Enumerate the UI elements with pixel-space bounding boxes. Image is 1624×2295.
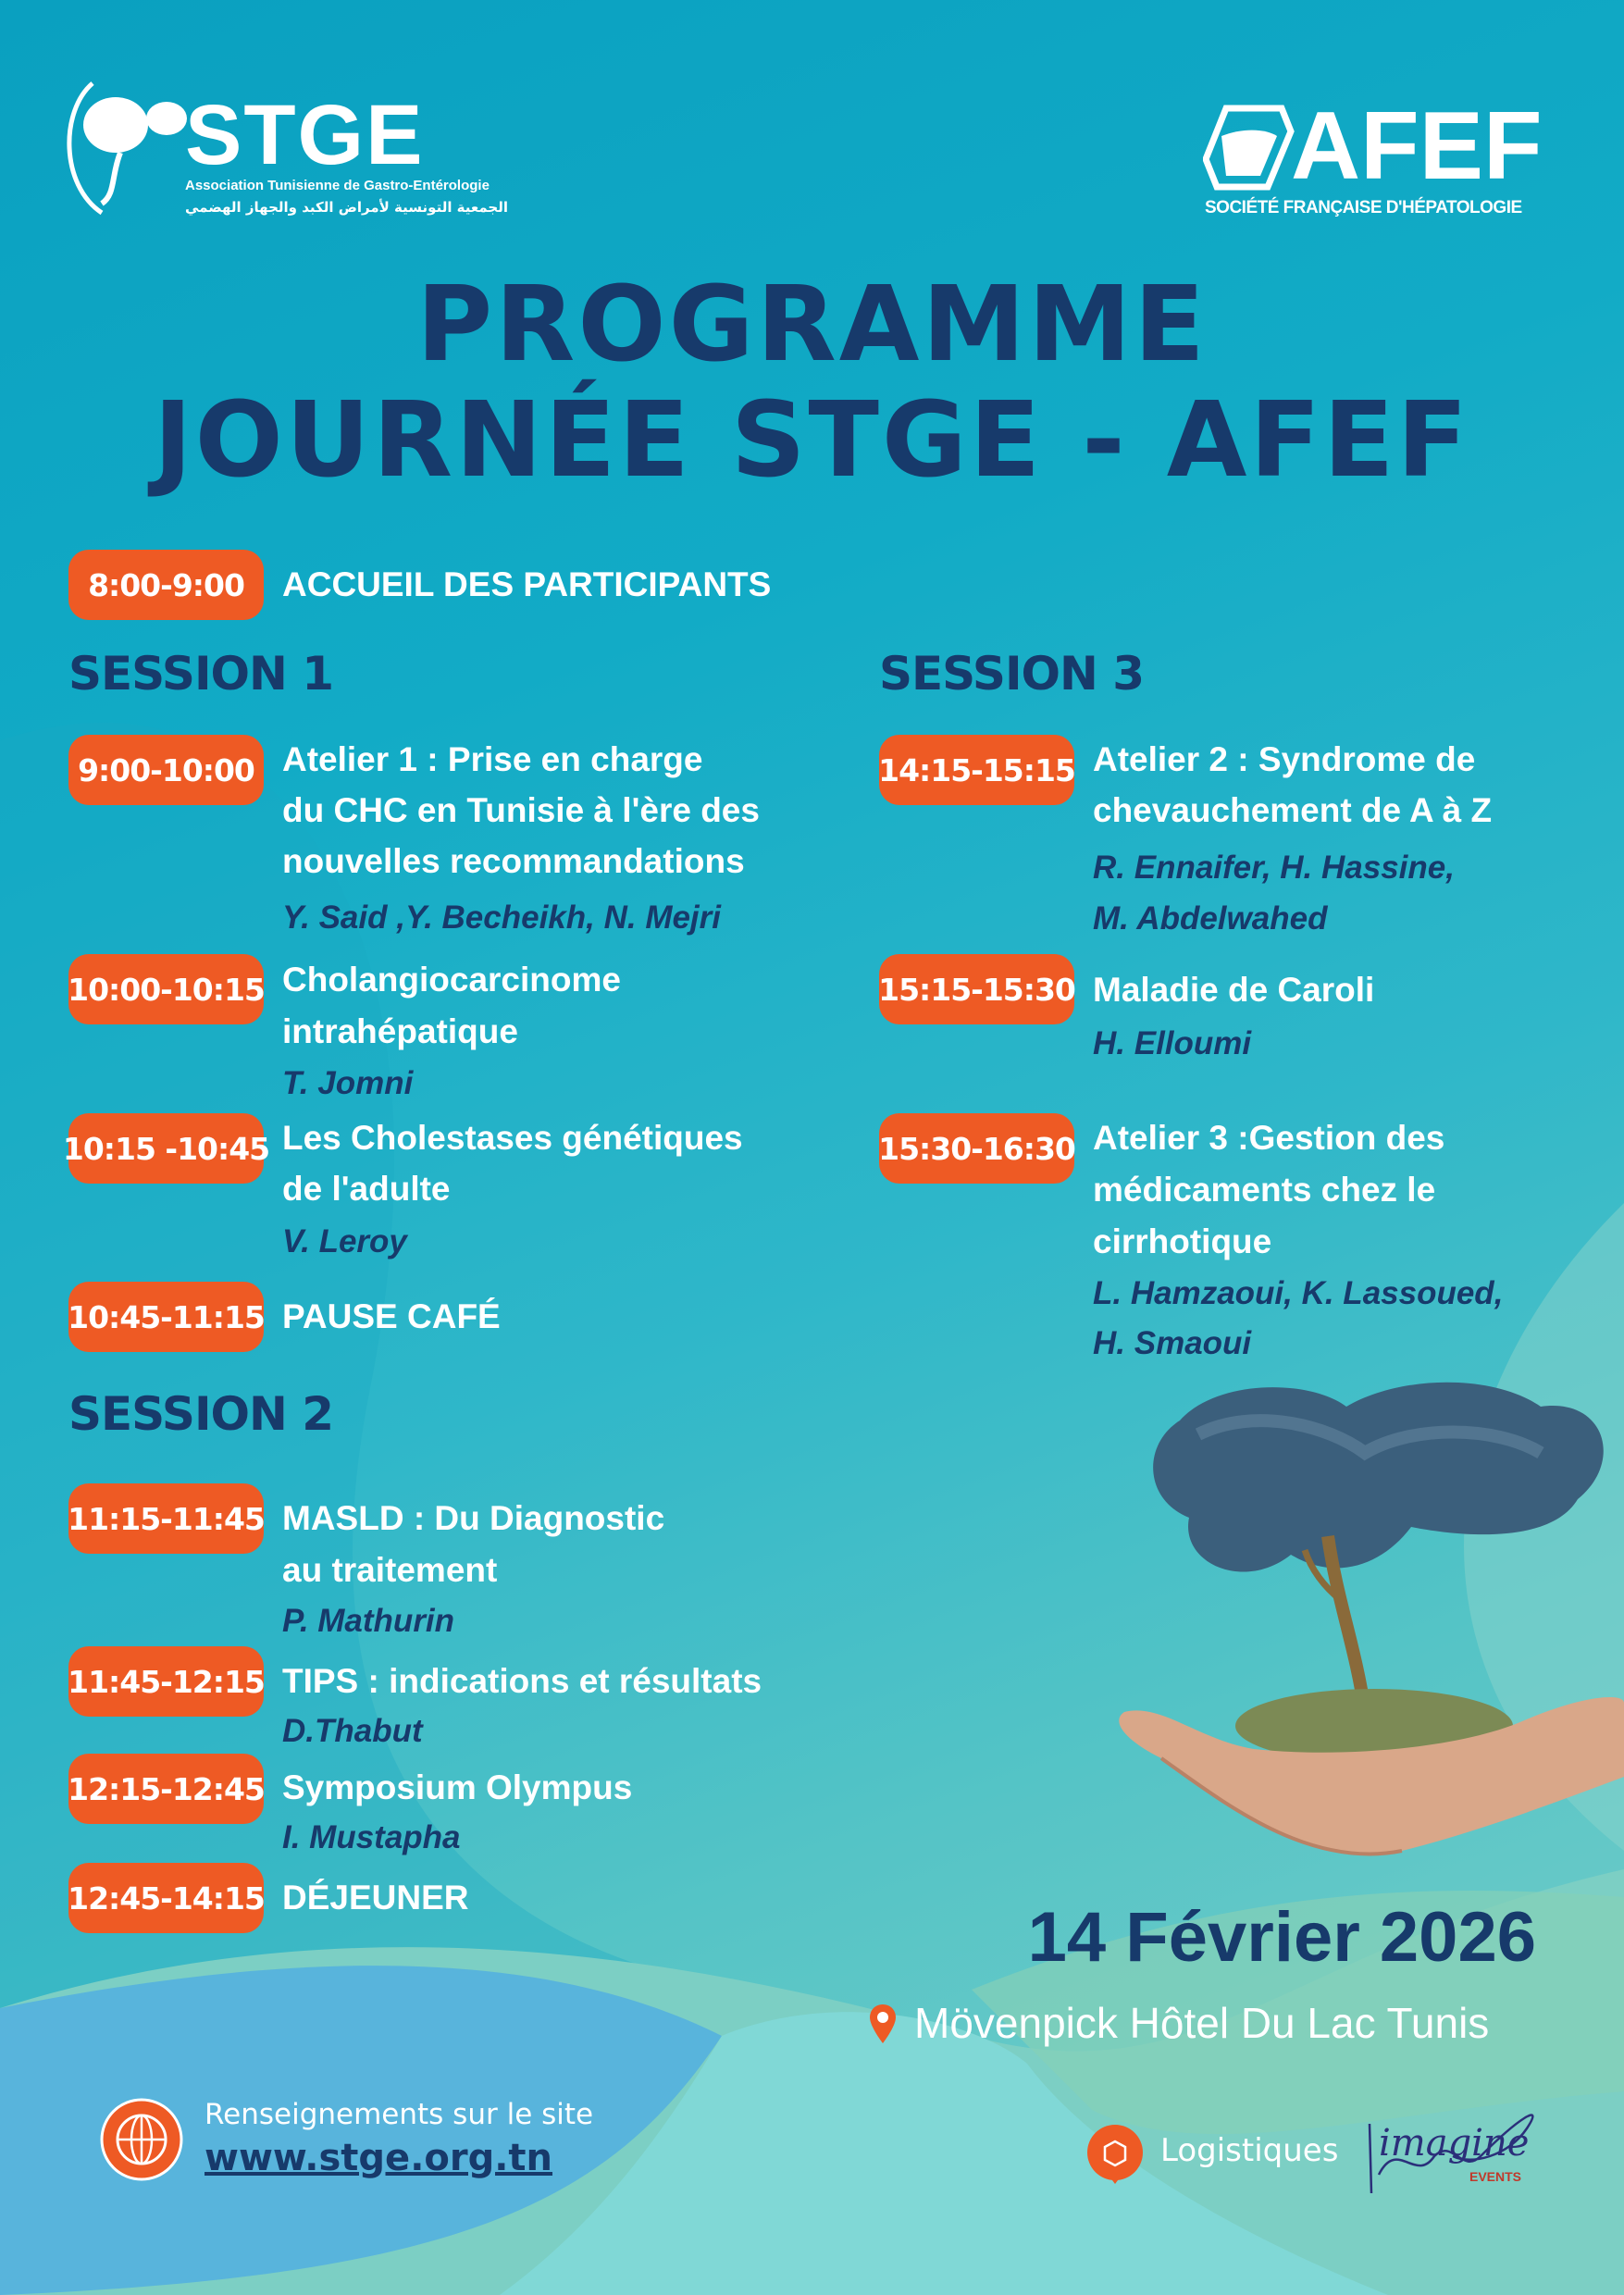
event-date: 14 Février 2026 bbox=[1027, 1898, 1536, 1977]
speaker-names: Y. Said ,Y. Becheikh, N. Mejri bbox=[282, 899, 722, 936]
title-line-1: PROGRAMME bbox=[416, 265, 1208, 385]
globe-icon bbox=[100, 2098, 183, 2181]
event-location: Mövenpick Hôtel Du Lac Tunis bbox=[914, 1999, 1490, 2047]
afef-logo-text: AFEF bbox=[1291, 93, 1543, 200]
afef-hexagon-icon bbox=[1203, 104, 1295, 192]
session-1-heading: SESSION 1 bbox=[68, 647, 334, 701]
afef-logo-subtitle: SOCIÉTÉ FRANÇAISE D'HÉPATOLOGIE bbox=[1205, 198, 1522, 217]
speaker-names: V. Leroy bbox=[282, 1223, 407, 1259]
stge-logo-subtitle: Association Tunisienne de Gastro-Entérologie bbox=[185, 178, 490, 193]
speaker-names: H. Elloumi bbox=[1093, 1025, 1252, 1061]
item-title: intrahépatique bbox=[282, 1012, 518, 1050]
stge-logo bbox=[65, 74, 509, 222]
stge-logo-arabic: الجمعية التونسية لأمراض الكبد والجهاز الهضمي bbox=[185, 199, 509, 216]
item-title: MASLD : Du Diagnostic bbox=[282, 1499, 665, 1537]
time-badge: 15:30-16:30 bbox=[879, 1113, 1074, 1184]
speaker-names: R. Ennaifer, H. Hassine, bbox=[1093, 850, 1455, 886]
time-badge: 15:15-15:30 bbox=[879, 954, 1074, 1024]
time-badge: 14:15-15:15 bbox=[879, 735, 1074, 805]
time-badge: 12:15-12:45 bbox=[68, 1754, 264, 1824]
item-title: Atelier 2 : Syndrome de bbox=[1093, 740, 1476, 778]
speaker-names: H. Smaoui bbox=[1093, 1325, 1252, 1361]
speaker-names: D.Thabut bbox=[282, 1713, 423, 1749]
item-title: chevauchement de A à Z bbox=[1093, 791, 1493, 829]
item-title: DÉJEUNER bbox=[282, 1879, 469, 1917]
time-badge: 11:15-11:45 bbox=[68, 1483, 264, 1554]
item-title: Les Cholestases génétiques bbox=[282, 1119, 743, 1157]
item-title: TIPS : indications et résultats bbox=[282, 1662, 762, 1700]
logistics-label: Logistiques bbox=[1160, 2132, 1339, 2169]
info-label: Renseignements sur le site bbox=[205, 2098, 594, 2131]
afef-logo bbox=[1203, 93, 1543, 224]
speaker-names: T. Jomni bbox=[282, 1065, 414, 1101]
stge-emblem-icon bbox=[65, 74, 194, 222]
time-badge: 9:00-10:00 bbox=[68, 735, 264, 805]
item-title: Symposium Olympus bbox=[282, 1768, 633, 1806]
imagine-text: imagine bbox=[1379, 2122, 1530, 2165]
events-text: EVENTS bbox=[1469, 2169, 1522, 2184]
time-badge: 12:45-14:15 bbox=[68, 1863, 264, 1933]
item-title: PAUSE CAFÉ bbox=[282, 1297, 501, 1335]
welcome-label: ACCUEIL DES PARTICIPANTS bbox=[282, 565, 772, 603]
website-link[interactable]: www.stge.org.tn bbox=[205, 2137, 553, 2179]
item-title: de l'adulte bbox=[282, 1170, 451, 1208]
location-pin-icon bbox=[868, 2003, 898, 2045]
item-title: Atelier 1 : Prise en charge bbox=[282, 740, 703, 778]
item-title: Cholangiocarcinome bbox=[282, 961, 621, 999]
session-3-heading: SESSION 3 bbox=[879, 647, 1145, 701]
logistics-pin-icon bbox=[1085, 2125, 1146, 2186]
item-title: nouvelles recommandations bbox=[282, 842, 745, 880]
item-title: Maladie de Caroli bbox=[1093, 971, 1375, 1009]
time-badge: 10:15 -10:45 bbox=[68, 1113, 264, 1184]
time-badge: 10:00-10:15 bbox=[68, 954, 264, 1024]
time-badge: 11:45-12:15 bbox=[68, 1646, 264, 1717]
speaker-names: L. Hamzaoui, K. Lassoued, bbox=[1093, 1275, 1504, 1311]
speaker-names: P. Mathurin bbox=[282, 1603, 455, 1639]
imagine-events-logo bbox=[1360, 2101, 1545, 2202]
time-badge: 8:00-9:00 bbox=[68, 550, 264, 620]
session-2-heading: SESSION 2 bbox=[68, 1387, 334, 1441]
stge-logo-text: STGE bbox=[185, 88, 425, 182]
speaker-names: I. Mustapha bbox=[282, 1819, 461, 1855]
item-title: Atelier 3 :Gestion des bbox=[1093, 1119, 1445, 1157]
item-title: au traitement bbox=[282, 1551, 498, 1589]
speaker-names: M. Abdelwahed bbox=[1093, 900, 1328, 937]
item-title: cirrhotique bbox=[1093, 1222, 1272, 1260]
title-line-2: JOURNÉE STGE - AFEF bbox=[154, 380, 1470, 501]
item-title: médicaments chez le bbox=[1093, 1171, 1436, 1209]
tree-in-hand-illustration bbox=[1106, 1370, 1624, 1879]
item-title: du CHC en Tunisie à l'ère des bbox=[282, 791, 760, 829]
time-badge: 10:45-11:15 bbox=[68, 1282, 264, 1352]
